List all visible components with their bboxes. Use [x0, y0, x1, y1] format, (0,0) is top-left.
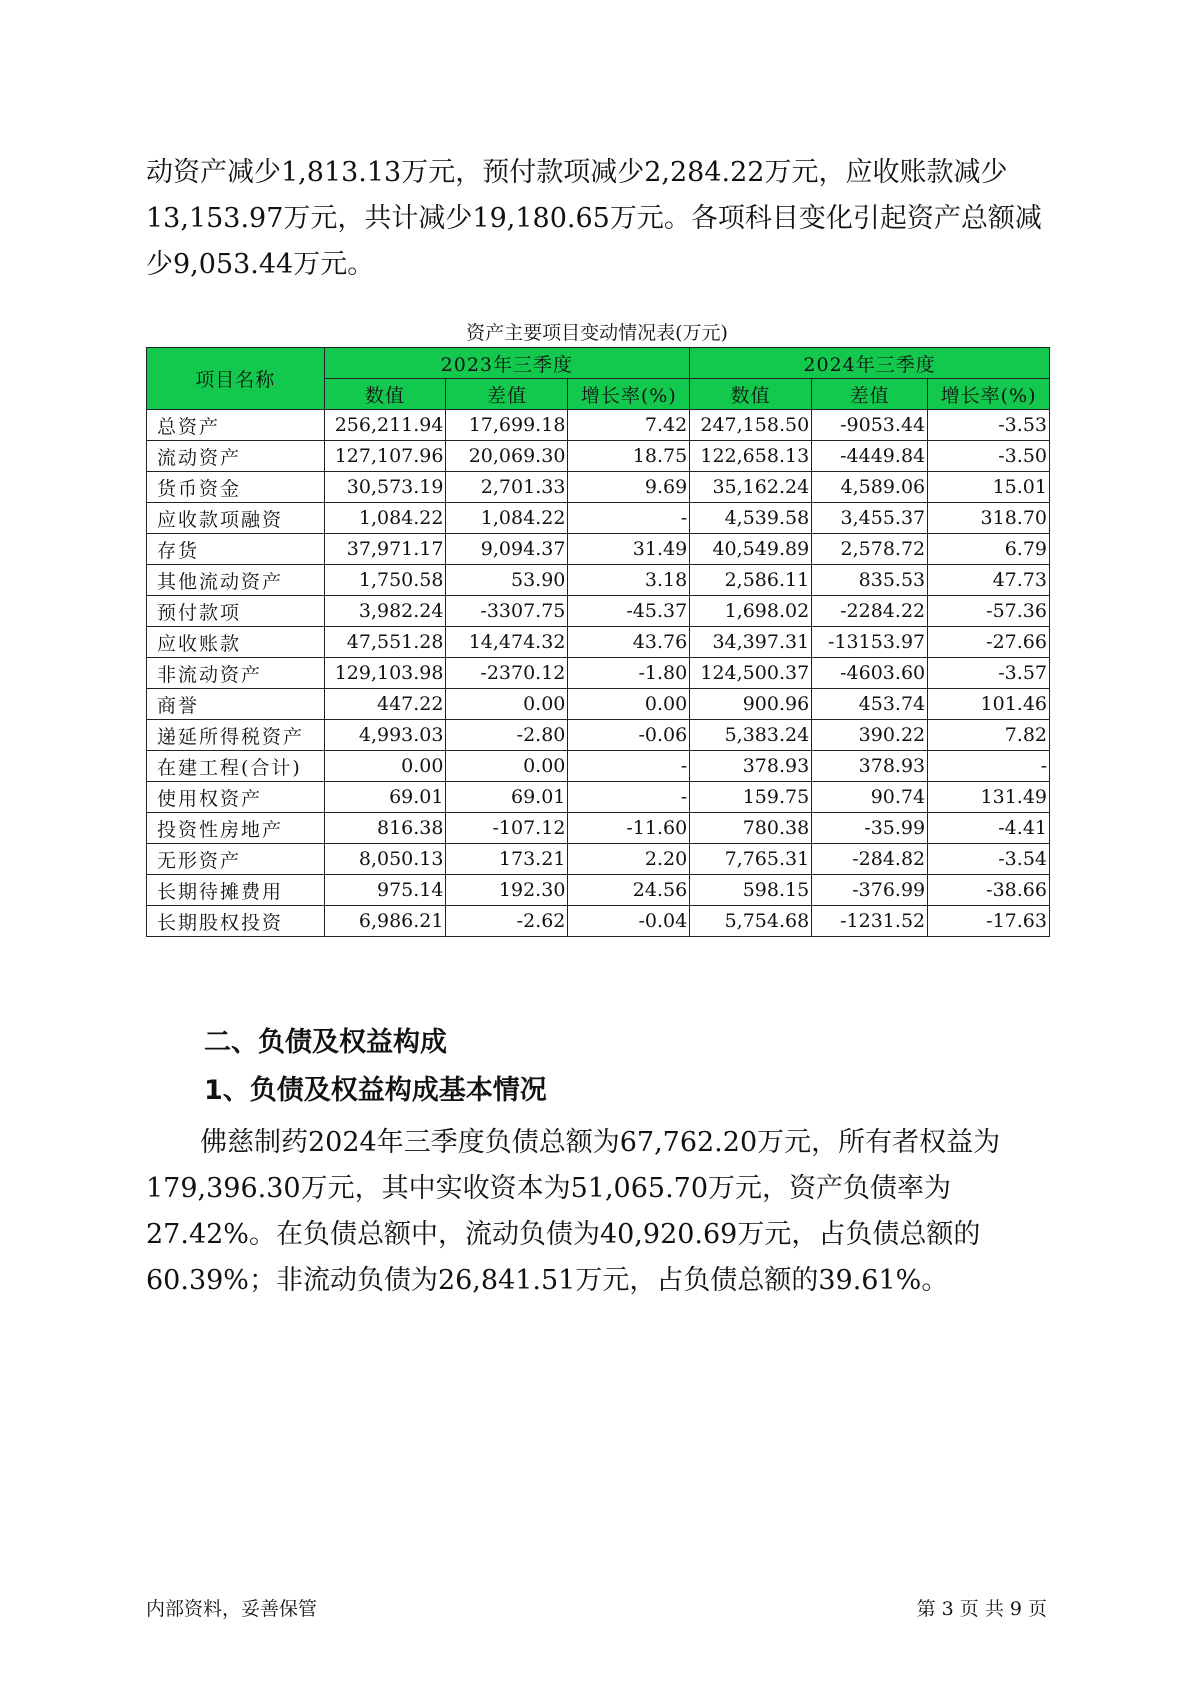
table-cell-value: 1,750.58 [324, 565, 446, 596]
table-row [147, 441, 1050, 472]
table-cell-value: 3.18 [568, 565, 690, 596]
table-cell-value: -38.66 [928, 875, 1050, 906]
table-cell-value: 129,103.98 [324, 658, 446, 689]
table-cell-value: 4,589.06 [812, 472, 928, 503]
table-cell-value: -3.54 [928, 844, 1050, 875]
table-cell-item-name: 存货 [147, 534, 325, 565]
table-cell-value: 14,474.32 [446, 627, 568, 658]
header-item-name: 项目名称 [147, 348, 325, 410]
table-cell-item-name: 应收款项融资 [147, 503, 325, 534]
table-cell-value: 598.15 [690, 875, 812, 906]
table-row [147, 906, 1050, 937]
table-row [147, 472, 1050, 503]
footer-page-number: 第 3 页 共 9 页 [916, 1598, 1047, 1620]
table-cell-value: -0.06 [568, 720, 690, 751]
table-cell-item-name: 在建工程(合计) [147, 751, 325, 782]
table-cell-value: 69.01 [446, 782, 568, 813]
table-cell-value: 1,698.02 [690, 596, 812, 627]
header-value-2023: 数值 [324, 379, 446, 410]
table-cell-value: 247,158.50 [690, 410, 812, 441]
table-cell-value: - [568, 782, 690, 813]
table-cell-value: 9,094.37 [446, 534, 568, 565]
table-cell-value: 2,578.72 [812, 534, 928, 565]
table-cell-value: 131.49 [928, 782, 1050, 813]
table-cell-value: 318.70 [928, 503, 1050, 534]
table-cell-value: -0.04 [568, 906, 690, 937]
table-cell-value: -4603.60 [812, 658, 928, 689]
table-cell-value: -45.37 [568, 596, 690, 627]
table-cell-value: -3.50 [928, 441, 1050, 472]
table-cell-value: 0.00 [324, 751, 446, 782]
header-diff-2023: 差值 [446, 379, 568, 410]
table-cell-value: 2,701.33 [446, 472, 568, 503]
table-cell-value: 1,084.22 [446, 503, 568, 534]
table-cell-value: 173.21 [446, 844, 568, 875]
table-cell-value: 453.74 [812, 689, 928, 720]
table-cell-value: -3307.75 [446, 596, 568, 627]
table-cell-item-name: 商誉 [147, 689, 325, 720]
table-cell-value: 47,551.28 [324, 627, 446, 658]
table-row [147, 534, 1050, 565]
table-cell-value: 378.93 [690, 751, 812, 782]
table-body [147, 410, 1050, 937]
table-cell-item-name: 其他流动资产 [147, 565, 325, 596]
table-cell-value: -2.62 [446, 906, 568, 937]
table-row [147, 627, 1050, 658]
table-cell-value: 159.75 [690, 782, 812, 813]
table-cell-value: 7,765.31 [690, 844, 812, 875]
table-cell-value: 7.42 [568, 410, 690, 441]
table-cell-item-name: 投资性房地产 [147, 813, 325, 844]
table-cell-item-name: 长期股权投资 [147, 906, 325, 937]
table-cell-value: 18.75 [568, 441, 690, 472]
table-cell-value: 378.93 [812, 751, 928, 782]
table-cell-item-name: 货币资金 [147, 472, 325, 503]
table-cell-value: -1231.52 [812, 906, 928, 937]
table-row [147, 658, 1050, 689]
table-cell-value: -4449.84 [812, 441, 928, 472]
table-cell-item-name: 长期待摊费用 [147, 875, 325, 906]
table-cell-value: 30,573.19 [324, 472, 446, 503]
table-cell-value: 17,699.18 [446, 410, 568, 441]
table-row [147, 844, 1050, 875]
header-growth-2024: 增长率(%) [928, 379, 1050, 410]
table-cell-value: 122,658.13 [690, 441, 812, 472]
table-cell-value: 127,107.96 [324, 441, 446, 472]
table-cell-value: 34,397.31 [690, 627, 812, 658]
table-cell-value: 192.30 [446, 875, 568, 906]
table-cell-value: -27.66 [928, 627, 1050, 658]
table-cell-value: 101.46 [928, 689, 1050, 720]
table-cell-value: 0.00 [568, 689, 690, 720]
table-cell-value: -35.99 [812, 813, 928, 844]
table-cell-value: 1,084.22 [324, 503, 446, 534]
table-cell-item-name: 递延所得税资产 [147, 720, 325, 751]
table-cell-value: 5,383.24 [690, 720, 812, 751]
table-cell-value: 447.22 [324, 689, 446, 720]
table-cell-value: 975.14 [324, 875, 446, 906]
body-paragraph-bottom [146, 1120, 1048, 1304]
table-cell-value: -107.12 [446, 813, 568, 844]
table-cell-value: 124,500.37 [690, 658, 812, 689]
table-cell-value: -284.82 [812, 844, 928, 875]
table-cell-value: 2.20 [568, 844, 690, 875]
asset-change-table [146, 347, 1050, 937]
table-cell-value: -1.80 [568, 658, 690, 689]
table-cell-value: 37,971.17 [324, 534, 446, 565]
table-cell-value: 900.96 [690, 689, 812, 720]
table-cell-item-name: 流动资产 [147, 441, 325, 472]
header-value-2024: 数值 [690, 379, 812, 410]
table-cell-value: 40,549.89 [690, 534, 812, 565]
table-cell-value: 31.49 [568, 534, 690, 565]
table-row [147, 782, 1050, 813]
table-row [147, 751, 1050, 782]
table-cell-item-name: 总资产 [147, 410, 325, 441]
table-cell-item-name: 非流动资产 [147, 658, 325, 689]
table-cell-value: 53.90 [446, 565, 568, 596]
table-row [147, 720, 1050, 751]
table-cell-value: - [928, 751, 1050, 782]
header-growth-2023: 增长率(%) [568, 379, 690, 410]
table-cell-value: 835.53 [812, 565, 928, 596]
table-row [147, 565, 1050, 596]
table-cell-value: 20,069.30 [446, 441, 568, 472]
table-cell-value: 0.00 [446, 689, 568, 720]
body-paragraph-bottom-text: 佛慈制药2024年三季度负债总额为67,762.20万元，所有者权益为179,396.30万元，其中实收资本为51,065.70万元，资产负债率为27.42%。在负债总额中，流动负债为40,920.69万元，占负债总额的60.39%；非流动负债为26,841.51万元，占负债总额的39.61%。 [146, 1127, 1001, 1296]
table-cell-value: 9.69 [568, 472, 690, 503]
header-diff-2024: 差值 [812, 379, 928, 410]
table-cell-value: 780.38 [690, 813, 812, 844]
table-cell-value: 6,986.21 [324, 906, 446, 937]
table-cell-value: 43.76 [568, 627, 690, 658]
table-cell-value: -3.57 [928, 658, 1050, 689]
table-cell-value: -2.80 [446, 720, 568, 751]
table-cell-value: 4,539.58 [690, 503, 812, 534]
table-cell-value: 8,050.13 [324, 844, 446, 875]
table-cell-value: 15.01 [928, 472, 1050, 503]
table-cell-value: -17.63 [928, 906, 1050, 937]
table-row [147, 689, 1050, 720]
table-cell-value: -376.99 [812, 875, 928, 906]
table-cell-value: 256,211.94 [324, 410, 446, 441]
table-cell-item-name: 使用权资产 [147, 782, 325, 813]
footer-confidential-note: 内部资料，妥善保管 [146, 1598, 318, 1620]
table-cell-value: 35,162.24 [690, 472, 812, 503]
table-cell-value: 69.01 [324, 782, 446, 813]
table-row [147, 596, 1050, 627]
subsection-heading: 1、负债及权益构成基本情况 [204, 1075, 547, 1106]
table-cell-value: 3,455.37 [812, 503, 928, 534]
table-cell-value: 6.79 [928, 534, 1050, 565]
table-cell-item-name: 无形资产 [147, 844, 325, 875]
table-cell-value: -11.60 [568, 813, 690, 844]
table-cell-value: 5,754.68 [690, 906, 812, 937]
table-row [147, 813, 1050, 844]
table-cell-value: - [568, 751, 690, 782]
table-cell-item-name: 预付款项 [147, 596, 325, 627]
table-cell-value: 4,993.03 [324, 720, 446, 751]
body-paragraph-top: 动资产减少1,813.13万元，预付款项减少2,284.22万元，应收账款减少13,153.97万元，共计减少19,180.65万元。各项科目变化引起资产总额减少9,053.44万元。 [146, 157, 1042, 280]
table-cell-value: 47.73 [928, 565, 1050, 596]
table-cell-item-name: 应收账款 [147, 627, 325, 658]
table-cell-value: -57.36 [928, 596, 1050, 627]
table-row [147, 875, 1050, 906]
table-row [147, 410, 1050, 441]
header-group-2024: 2024年三季度 [690, 348, 1050, 379]
section-heading: 二、负债及权益构成 [204, 1027, 447, 1058]
table-cell-value: 90.74 [812, 782, 928, 813]
table-cell-value: -2370.12 [446, 658, 568, 689]
table-cell-value: 7.82 [928, 720, 1050, 751]
table-cell-value: 0.00 [446, 751, 568, 782]
table-cell-value: -13153.97 [812, 627, 928, 658]
header-group-2023: 2023年三季度 [324, 348, 690, 379]
table-cell-value: 3,982.24 [324, 596, 446, 627]
table-cell-value: 816.38 [324, 813, 446, 844]
table-row [147, 503, 1050, 534]
table-cell-value: -2284.22 [812, 596, 928, 627]
table-cell-value: -9053.44 [812, 410, 928, 441]
table-cell-value: -3.53 [928, 410, 1050, 441]
table-cell-value: - [568, 503, 690, 534]
table-cell-value: -4.41 [928, 813, 1050, 844]
table-cell-value: 390.22 [812, 720, 928, 751]
table-cell-value: 24.56 [568, 875, 690, 906]
table-caption: 资产主要项目变动情况表(万元) [466, 322, 728, 344]
table-cell-value: 2,586.11 [690, 565, 812, 596]
